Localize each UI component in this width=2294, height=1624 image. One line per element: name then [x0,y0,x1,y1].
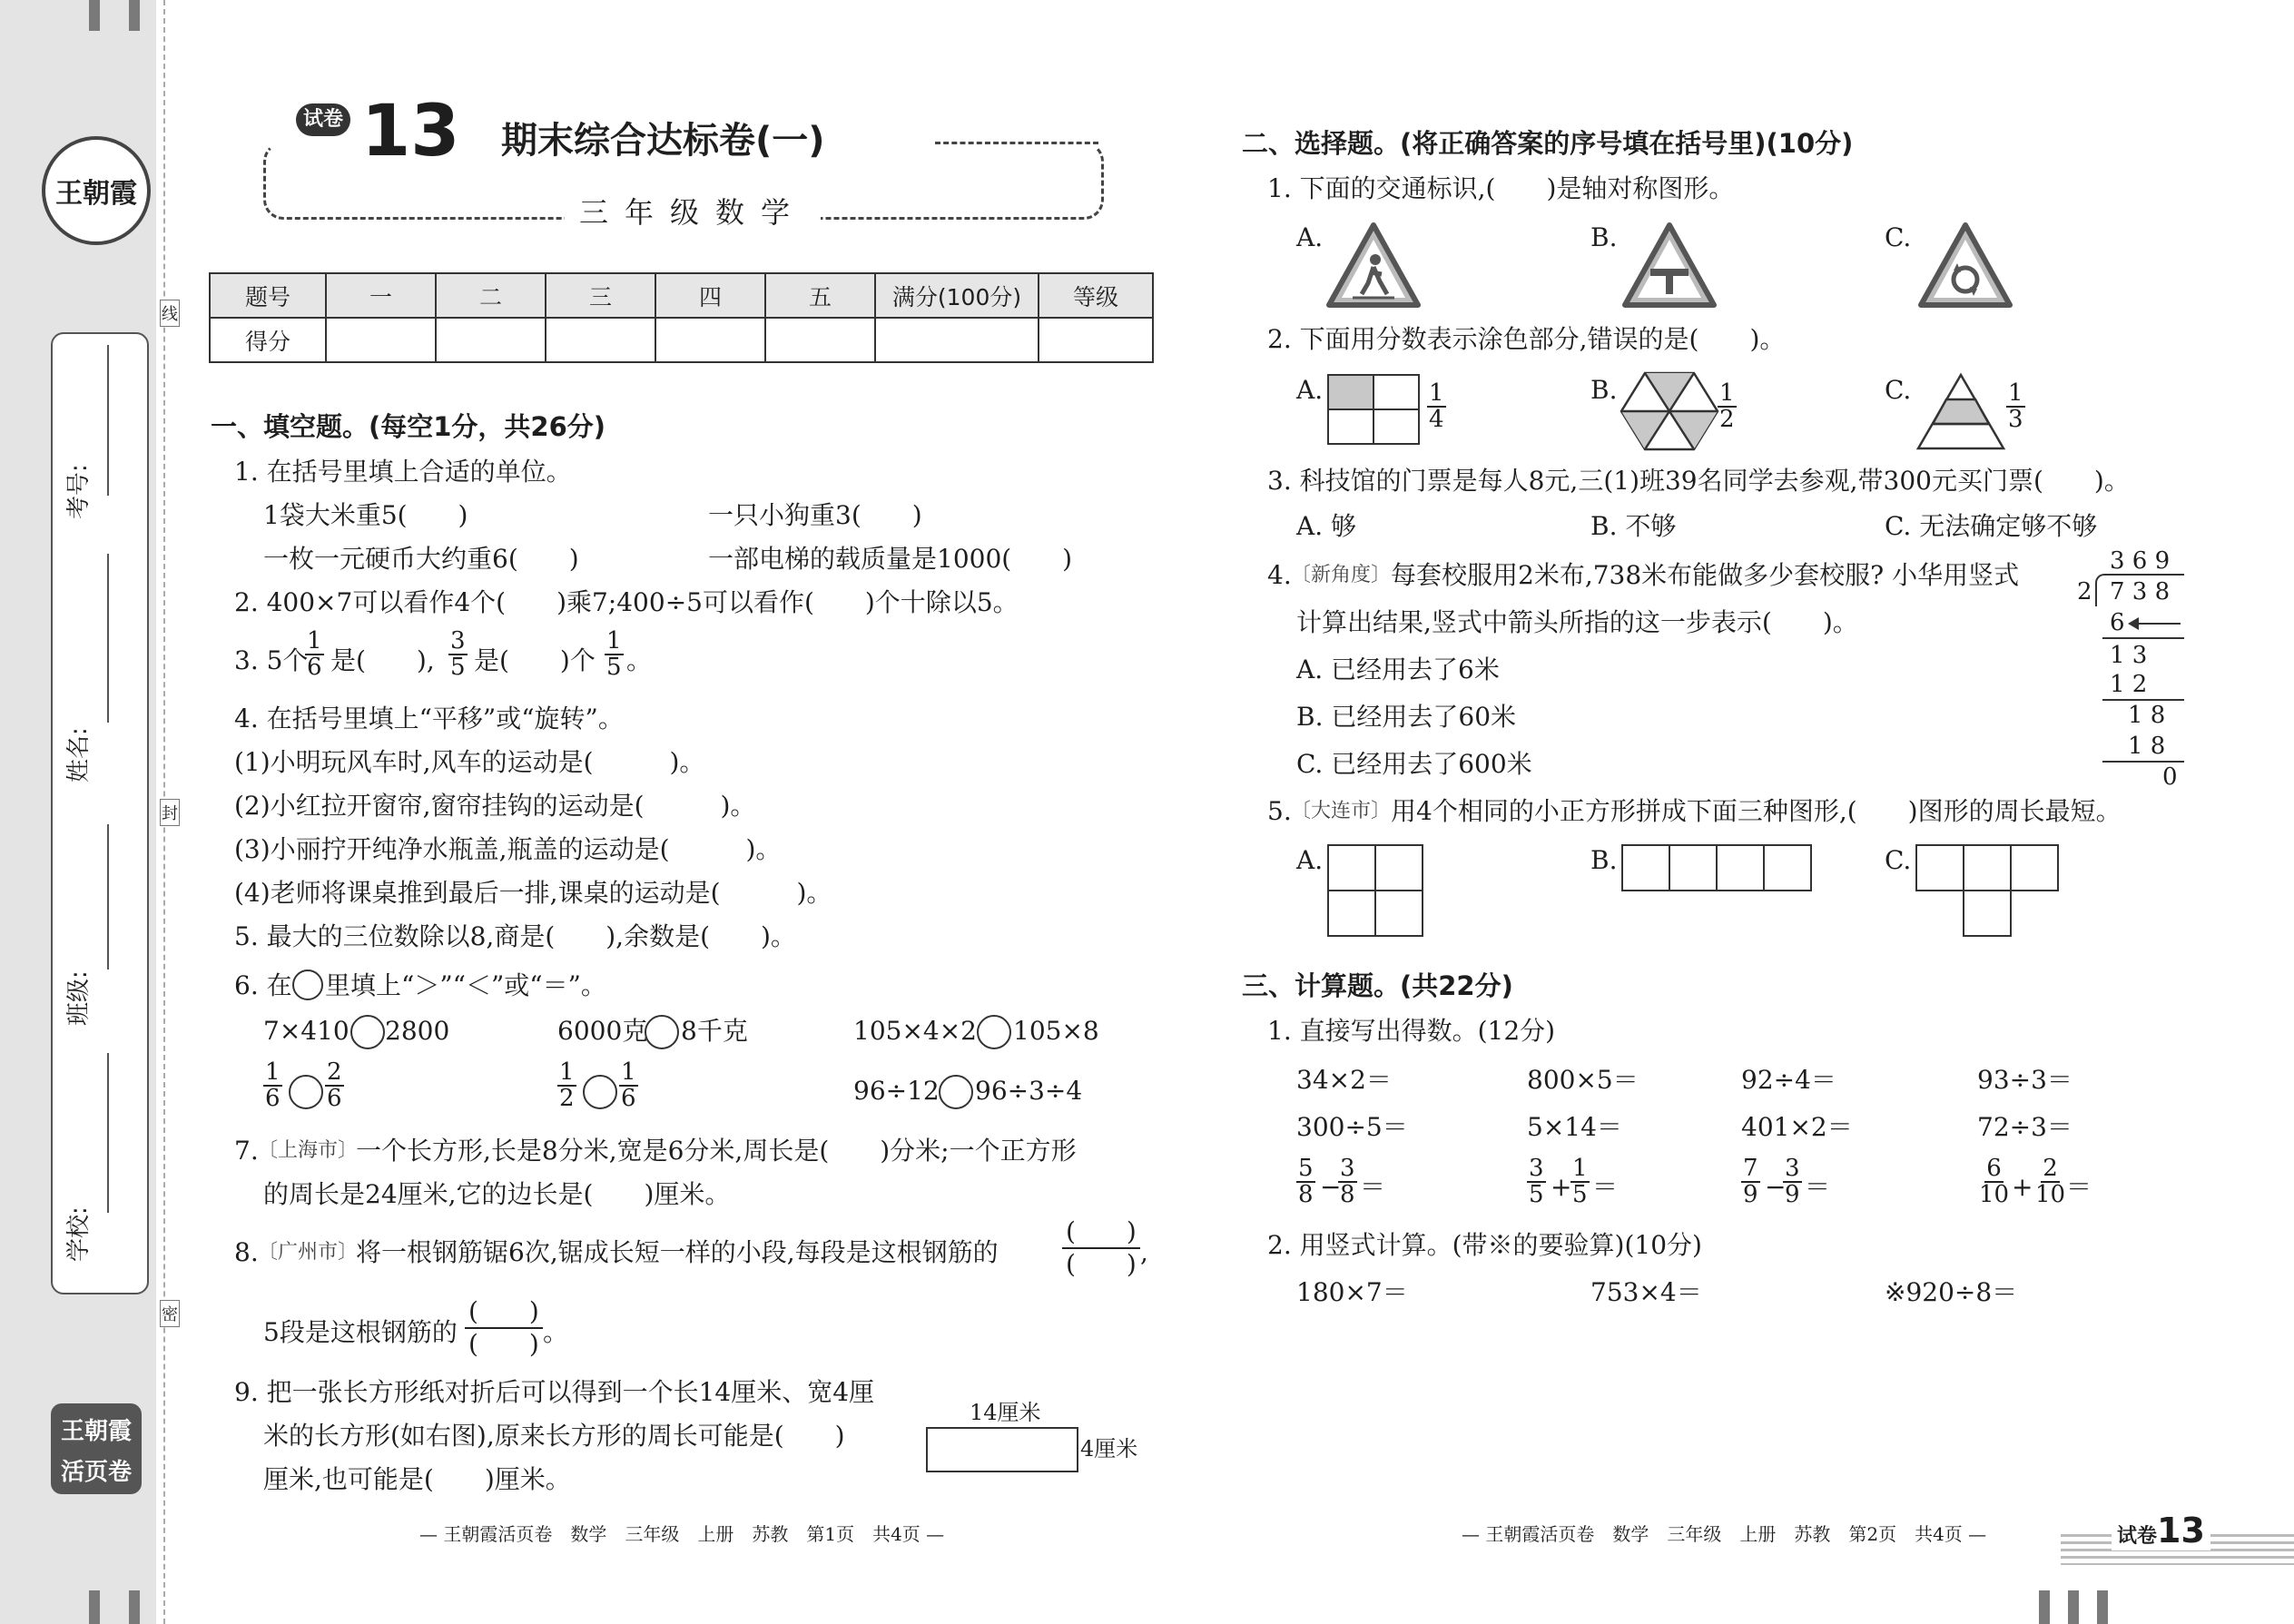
question-1a: 1袋大米重5( ) [263,500,468,530]
question-4-4: (4)老师将课桌推到最后一排,课桌的运动是( )。 [234,878,832,908]
fraction: 1 5 [606,627,622,681]
option-label: A. [1296,375,1324,405]
question-3-2: 2. 用竖式计算。(带※的要验算)(10分) [1267,1230,1702,1260]
roundabout-sign-icon[interactable] [1917,221,2013,309]
school-label: 学校: [65,1206,93,1262]
calc-item: 401×2＝ [1741,1112,1853,1142]
calc-operator: − [1765,1172,1787,1202]
score-table [209,272,1154,363]
calc-item: 92÷4＝ [1741,1065,1836,1095]
question-3-part: 3. 5个 [234,645,309,675]
compare-circle[interactable] [289,1075,323,1109]
calc-item: 72÷3＝ [1977,1112,2072,1142]
option: C. 已经用去了600米 [1296,749,1532,779]
calc-item: ※920÷8＝ [1885,1277,2018,1307]
square [1915,844,1964,891]
calc-item: 800×5＝ [1527,1065,1639,1095]
t-junction-sign-icon[interactable] [1621,221,1718,309]
option: C. 无法确定够不够 [1885,511,2098,541]
question-3-part: 是( )个 [474,645,596,675]
question-8-num: 8. [234,1237,259,1267]
question-8: 。 [543,1317,569,1347]
question-1c: 一枚一元硬币大约重6( ) [263,544,579,574]
option-label: B. [1590,222,1618,252]
question-2-4: 每套校服用2米布,738米布能做多少套校服? 小华用竖式 [1391,560,2020,590]
division-step: 1 8 [2128,733,2166,760]
square [1327,408,1374,445]
square [1963,890,2012,937]
shaded-hexagon [1620,370,1719,452]
blank-fraction[interactable]: ( ) ( ) [1062,1216,1140,1280]
header-dash [935,142,1098,144]
section-heading: 一、填空题。(每空1分，共26分) [211,411,606,442]
calc-operator: + [2012,1172,2033,1202]
score-cell[interactable] [546,318,655,362]
strip-mark [89,0,100,31]
shaded-square [1327,374,1374,410]
exam-number-label: 考号: [65,464,93,519]
class-field[interactable] [107,824,109,969]
blank-fraction[interactable]: ( ) ( ) [465,1296,543,1360]
square [1373,374,1420,410]
score-header: 三 [546,273,655,318]
question-7-num: 7. [234,1136,259,1166]
score-cell[interactable] [326,318,436,362]
score-header: 满分(100分) [875,273,1039,318]
calc-item: 5×14＝ [1527,1112,1622,1142]
question-8: , [1140,1237,1148,1267]
square [1374,890,1423,937]
question-2-2: 2. 下面用分数表示涂色部分,错误的是( )。 [1267,324,1786,354]
test-badge: 试卷 [296,103,350,136]
question-3-1: 1. 直接写出得数。(12分) [1267,1016,1556,1046]
fraction: 1 4 [1429,379,1444,433]
fraction: 2 10 [2035,1155,2066,1208]
question-2-5: 用4个相同的小正方形拼成下面三种图形,( )图形的周长最短。 [1391,796,2122,826]
square [1327,890,1376,937]
exam-number-field[interactable] [107,345,109,496]
score-header: 等级 [1039,273,1153,318]
strip-mark [2097,1590,2108,1624]
option-label: C. [1885,222,1912,252]
compare-expr: 105×8 [1013,1016,1099,1046]
score-row-label: 得分 [210,318,326,362]
folded-rectangle [926,1427,1078,1472]
calc-item: 93÷3＝ [1977,1065,2072,1095]
fraction: 3 5 [450,627,466,681]
division-step: 0 [2162,763,2178,791]
fraction: 5 8 [1298,1155,1314,1208]
page-title: 期末综合达标卷(一) [501,120,825,162]
option-label: B. [1590,375,1618,405]
compare-expr: 6000克 [557,1016,648,1046]
shaded-triangle [1915,372,2006,450]
calc-equals: ＝ [1592,1172,1619,1202]
region-tag: 〔广州市〕 [258,1241,359,1264]
question-9: 9. 把一张长方形纸对折后可以得到一个长14厘米、宽4厘 [234,1377,875,1407]
option-label: A. [1296,845,1324,875]
question-1b: 一只小狗重3( ) [708,500,922,530]
question-8: 将一根钢筋锯6次,锯成长短一样的小段,每段是这根钢筋的 [356,1237,999,1267]
score-header: 二 [436,273,546,318]
compare-circle[interactable] [645,1015,679,1049]
question-3-part: 是( ), [330,645,435,675]
question-1: 1. 在括号里填上合适的单位。 [234,457,572,487]
fraction: 1 6 [307,627,322,681]
calc-equals: ＝ [1360,1172,1386,1202]
fraction: 3 9 [1785,1155,1800,1208]
compare-expr: 105×4×2 [853,1016,977,1046]
compare-circle[interactable] [977,1015,1011,1049]
question-3-part: 。 [626,645,653,675]
square [1669,844,1718,891]
fraction: 3 5 [1529,1155,1544,1208]
option-label: C. [1885,845,1912,875]
score-cell[interactable] [765,318,875,362]
question-2: 2. 400×7可以看作4个( )乘7;400÷5可以看作( )个十除以5。 [234,587,1019,617]
question-6-part: 里填上“＞”“＜”或“＝”。 [325,970,606,1000]
brand-logo: 王朝霞 [42,136,151,245]
test-number: 13 [361,91,460,172]
name-label: 姓名: [65,727,93,782]
strip-mark [129,0,140,31]
question-7: 一个长方形,长是8分米,宽是6分米,周长是( )分米;一个正方形 [356,1136,1077,1166]
question-1d: 一部电梯的载质量是1000( ) [708,544,1073,574]
question-2-4: 计算出结果,竖式中箭头所指的这一步表示( )。 [1296,607,1858,637]
calc-equals: ＝ [1805,1172,1831,1202]
division-step: 1 8 [2128,702,2166,729]
calc-operator: + [1551,1172,1572,1202]
seal-char: 线 [160,300,180,327]
compare-expr: 8千克 [681,1016,748,1046]
option: B. 已经用去了60米 [1296,702,1517,732]
square [1963,844,2012,891]
score-cell[interactable] [436,318,546,362]
school-field[interactable] [107,1053,109,1213]
square [1327,844,1376,891]
fraction: 1 3 [2008,379,2023,433]
square [1763,844,1812,891]
question-8: 5段是这根钢筋的 [263,1317,458,1347]
fraction: 1 5 [1572,1155,1588,1208]
score-cell[interactable] [655,318,765,362]
calc-equals: ＝ [2066,1172,2092,1202]
compare-circle[interactable] [350,1015,385,1049]
compare-circle[interactable] [292,969,323,1000]
option-label: C. [1885,375,1912,405]
fraction: 1 6 [621,1058,636,1112]
section-heading: 二、选择题。(将正确答案的序号填在括号里)(10分) [1242,128,1854,159]
pedestrian-crossing-sign-icon[interactable] [1325,221,1422,309]
strip-mark [2039,1590,2050,1624]
compare-circle[interactable] [583,1075,617,1109]
question-4-2: (2)小红拉开窗帘,窗帘挂钩的运动是( )。 [234,791,756,821]
strip-mark [129,1590,140,1624]
fraction: 2 6 [327,1058,342,1112]
seal-char: 封 [160,799,180,826]
strip-mark [89,1590,100,1624]
brand-badge: 王朝霞 活页卷 [51,1403,142,1494]
rect-length-label: 14厘米 [970,1400,1041,1425]
division-step: 1 3 [2110,642,2148,669]
option: A. 已经用去了6米 [1296,655,1500,684]
compare-circle[interactable] [939,1075,973,1109]
question-2-5-num: 5. [1267,796,1292,826]
question-7: 的周长是24厘米,它的边长是( )厘米。 [263,1179,731,1209]
division-step: 6 [2110,609,2125,636]
score-header: 四 [655,273,765,318]
question-4-3: (3)小丽拧开纯净水瓶盖,瓶盖的运动是( )。 [234,834,782,864]
fraction: 1 2 [559,1058,575,1112]
footer-badge: 试卷13 [2112,1511,2210,1550]
score-header: 一 [326,273,436,318]
fraction: 7 9 [1743,1155,1758,1208]
question-4: 4. 在括号里填上“平移”或“旋转”。 [234,704,624,733]
strip-mark [2068,1590,2079,1624]
option-label: B. [1590,845,1618,875]
option: B. 不够 [1590,511,1677,541]
option: A. 够 [1296,511,1357,541]
name-field[interactable] [107,554,109,723]
page-footer: — 王朝霞活页卷 数学 三年级 上册 苏教 第2页 共4页 — [1462,1523,1987,1545]
fraction: 6 10 [1979,1155,2010,1208]
question-9: 米的长方形(如右图),原来长方形的周长可能是( ) [263,1421,845,1451]
question-2-3: 3. 科技馆的门票是每人8元,三(1)班39名同学去参观,带300元买门票( )。 [1267,466,2130,496]
compare-expr: 2800 [385,1016,450,1046]
section-heading: 三、计算题。(共22分) [1242,970,1513,1001]
question-2-4-num: 4. [1267,560,1292,590]
region-tag: 〔大连市〕 [1291,800,1392,822]
score-header: 题号 [210,273,326,318]
page-footer: — 王朝霞活页卷 数学 三年级 上册 苏教 第1页 共4页 — [419,1523,945,1545]
square [1716,844,1765,891]
option-label: A. [1296,222,1324,252]
calc-item: 753×4＝ [1590,1277,1702,1307]
fraction: 3 8 [1340,1155,1355,1208]
question-5: 5. 最大的三位数除以8,商是( ),余数是( )。 [234,921,796,951]
seal-char: 密 [160,1300,180,1327]
division-step: 1 2 [2110,671,2148,698]
question-4-1: (1)小明玩风车时,风车的运动是( )。 [234,747,705,777]
compare-expr: 7×410 [263,1016,350,1046]
compare-expr: 96÷3÷4 [975,1076,1083,1106]
calc-operator: − [1320,1172,1342,1202]
rect-width-label: 4厘米 [1080,1436,1138,1462]
score-cell[interactable] [875,318,1039,362]
question-2-1: 1. 下面的交通标识,( )是轴对称图形。 [1267,173,1735,203]
score-cell[interactable] [1039,318,1153,362]
page-subtitle: 三年级数学 [565,194,821,231]
fraction: 1 2 [1719,379,1735,433]
question-9: 厘米,也可能是( )厘米。 [263,1464,571,1494]
question-6-part: 6. 在 [234,970,292,1000]
division-quotient: 3 6 9 [2110,547,2171,575]
square [1373,408,1420,445]
class-label: 班级: [65,970,93,1026]
fraction: 1 6 [265,1058,281,1112]
division-divisor: 2 [2077,578,2092,605]
calc-item: 300÷5＝ [1296,1112,1408,1142]
compare-expr: 96÷12 [853,1076,940,1106]
region-tag: 〔新角度〕 [1291,564,1392,586]
square [1374,844,1423,891]
score-header: 五 [765,273,875,318]
calc-item: 180×7＝ [1296,1277,1408,1307]
calc-item: 34×2＝ [1296,1065,1392,1095]
arrow-head-icon [2128,617,2139,630]
square [1621,844,1670,891]
square [2010,844,2059,891]
division-dividend: 7 3 8 [2110,578,2171,605]
region-tag: 〔上海市〕 [258,1139,359,1162]
